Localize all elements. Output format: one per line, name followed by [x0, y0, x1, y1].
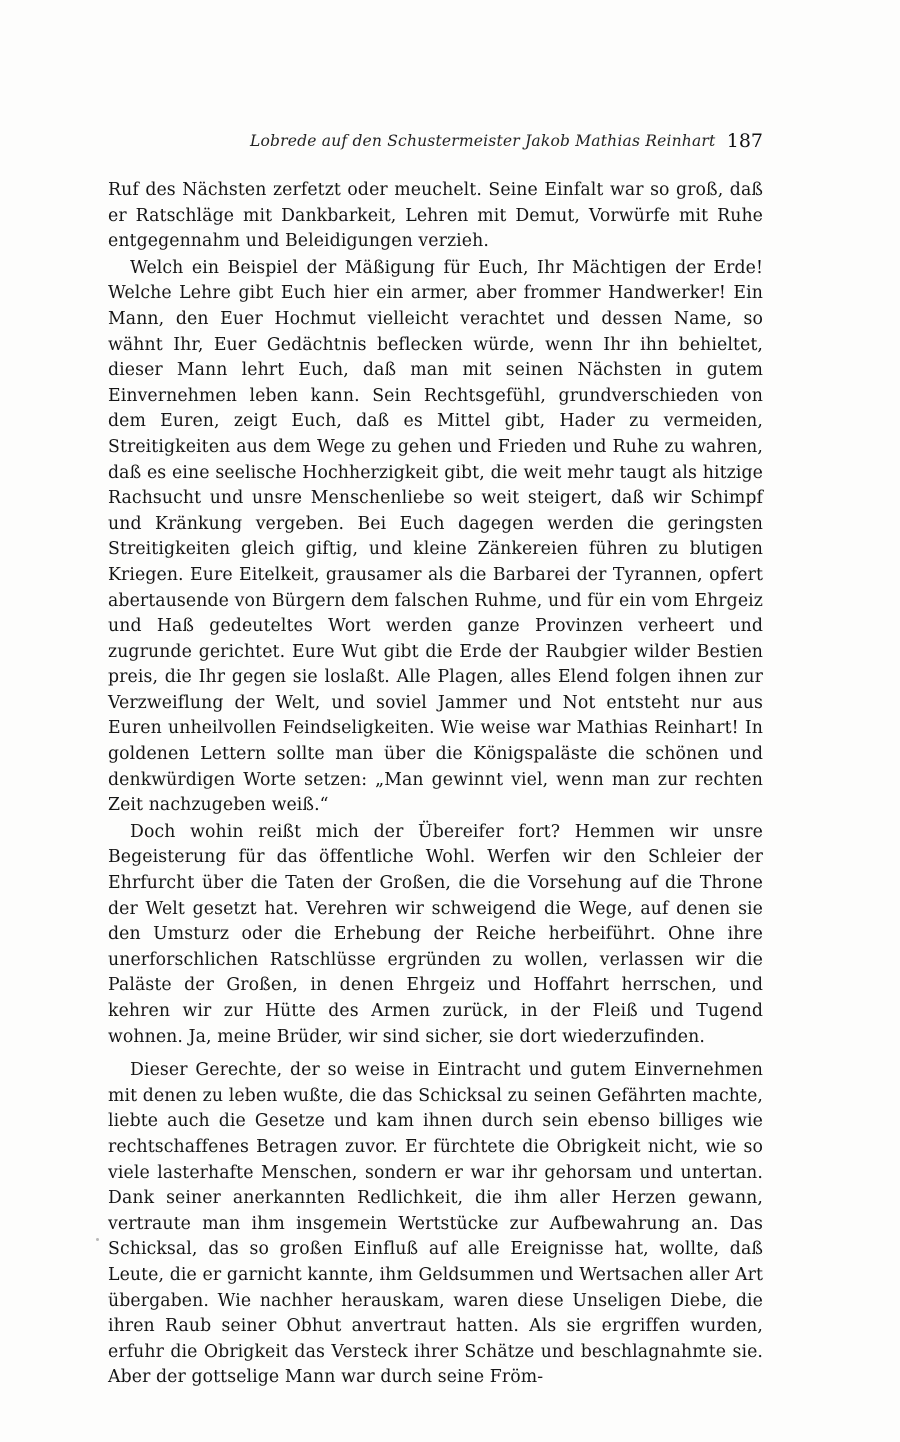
page-number: 187 — [726, 130, 763, 152]
scan-speck — [96, 1238, 99, 1241]
running-head — [108, 132, 763, 156]
paragraph: Dieser Gerechte, der so weise in Eintracht und gutem Einvernehmen mit denen zu leben wußte, die das Schicksal zu seinen Gefährten machte, liebte auch die Gesetze und kam ihnen durch sein ebenso billiges wie rechtschaffenes Betragen zuvor. Er fürchtete die Obrigkeit nicht, wie so viele lasterhafte Menschen, sondern er war ihr gehorsam und untertan. Dank seiner anerkannten Redlichkeit, die ihm aller Herzen gewann, vertraute man ihm insgemein Wertstücke zur Aufbewahrung an. Das Schicksal, das so großen Einfluß auf alle Ereignisse hat, wollte, daß Leute, die er garnicht kannte, ihm Geldsummen und Wertsachen aller Art übergaben. Wie nachher herauskam, waren diese Unseligen Diebe, die ihren Raub seiner Obhut anvertraut hatten. Als sie ergriffen wurden, erfuhr die Obrigkeit das Versteck ihrer Schätze und beschlagnahmte sie. Aber der gottselige Mann war durch seine Fröm- — [108, 1060, 763, 1388]
body-text — [108, 178, 763, 1391]
paragraph: Welch ein Beispiel der Mäßigung für Euch, Ihr Mächtigen der Erde! Welche Lehre gibt Euch hier ein armer, aber frommer Handwerker! Ein Mann, den Euer Hochmut vielleicht verachtet und dessen Name, so wähnt Ihr, Euer Gedächtnis beflecken würde, wenn Ihr ihn behieltet, dieser Mann lehrt Euch, daß man mit seinen Nächsten in gutem Einvernehmen leben kann. Sein Rechtsgefühl, grundverschieden von dem Euren, zeigt Euch, daß es Mittel gibt, Hader zu vermeiden, Streitigkeiten aus dem Wege zu gehen und Frieden und Ruhe zu wahren, daß es eine seelische Hochherzigkeit gibt, die weit mehr taugt als hitzige Rachsucht und unsre Menschenliebe so weit steigert, daß wir Schimpf und Kränkung vergeben. Bei Euch dagegen werden die geringsten Streitigkeiten gleich giftig, und kleine Zänkereien führen zu blutigen Kriegen. Eure Eitelkeit, grausamer als die Barbarei der Tyrannen, opfert abertausende von Bürgern dem falschen Ruhme, und für ein vom Ehrgeiz und Haß gedeuteltes Wort werden ganze Provinzen verheert und zugrunde gerichtet. Eure Wut gibt die Erde der Raubgier wilder Bestien preis, die Ihr gegen sie loslaßt. Alle Plagen, alles Elend folgen ihnen zur Verzweiflung der Welt, und soviel Jammer und Not entsteht nur aus Euren unheilvollen Feindseligkeiten. Wie weise war Mathias Reinhart! In goldenen Lettern sollte man über die Königspaläste die schönen und denkwürdigen Worte setzen: „Man gewinnt viel, wenn man zur rechten Zeit nachzugeben weiß.“ — [108, 257, 763, 816]
paragraph-continued: Ruf des Nächsten zerfetzt oder meuchelt. Seine Einfalt war so groß, daß er Ratschläge mit Dankbarkeit, Lehren mit Demut, Vorwürfe mit Ruhe entgegennahm und Beleidigungen verzieh. — [108, 180, 763, 252]
running-title: Lobrede auf den Schustermeister Jakob Mathias Reinhart — [250, 132, 716, 150]
paragraph: Doch wohin reißt mich der Übereifer fort? Hemmen wir unsre Begeisterung für das öffentliche Wohl. Werfen wir den Schleier der Ehrfurcht über die Taten der Großen, die die Vorsehung auf die Throne der Welt gesetzt hat. Verehren wir schweigend die Wege, auf denen sie den Umsturz oder die Erhebung der Reiche herbeiführt. Ohne ihre unerforschlichen Ratschlüsse ergründen zu wollen, verlassen wir die Paläste der Großen, in denen Ehrgeiz und Hoffahrt herrschen, und kehren wir zur Hütte des Armen zurück, in der Fleiß und Tugend wohnen. Ja, meine Brüder, wir sind sicher, sie dort wiederzufinden. — [108, 821, 763, 1047]
